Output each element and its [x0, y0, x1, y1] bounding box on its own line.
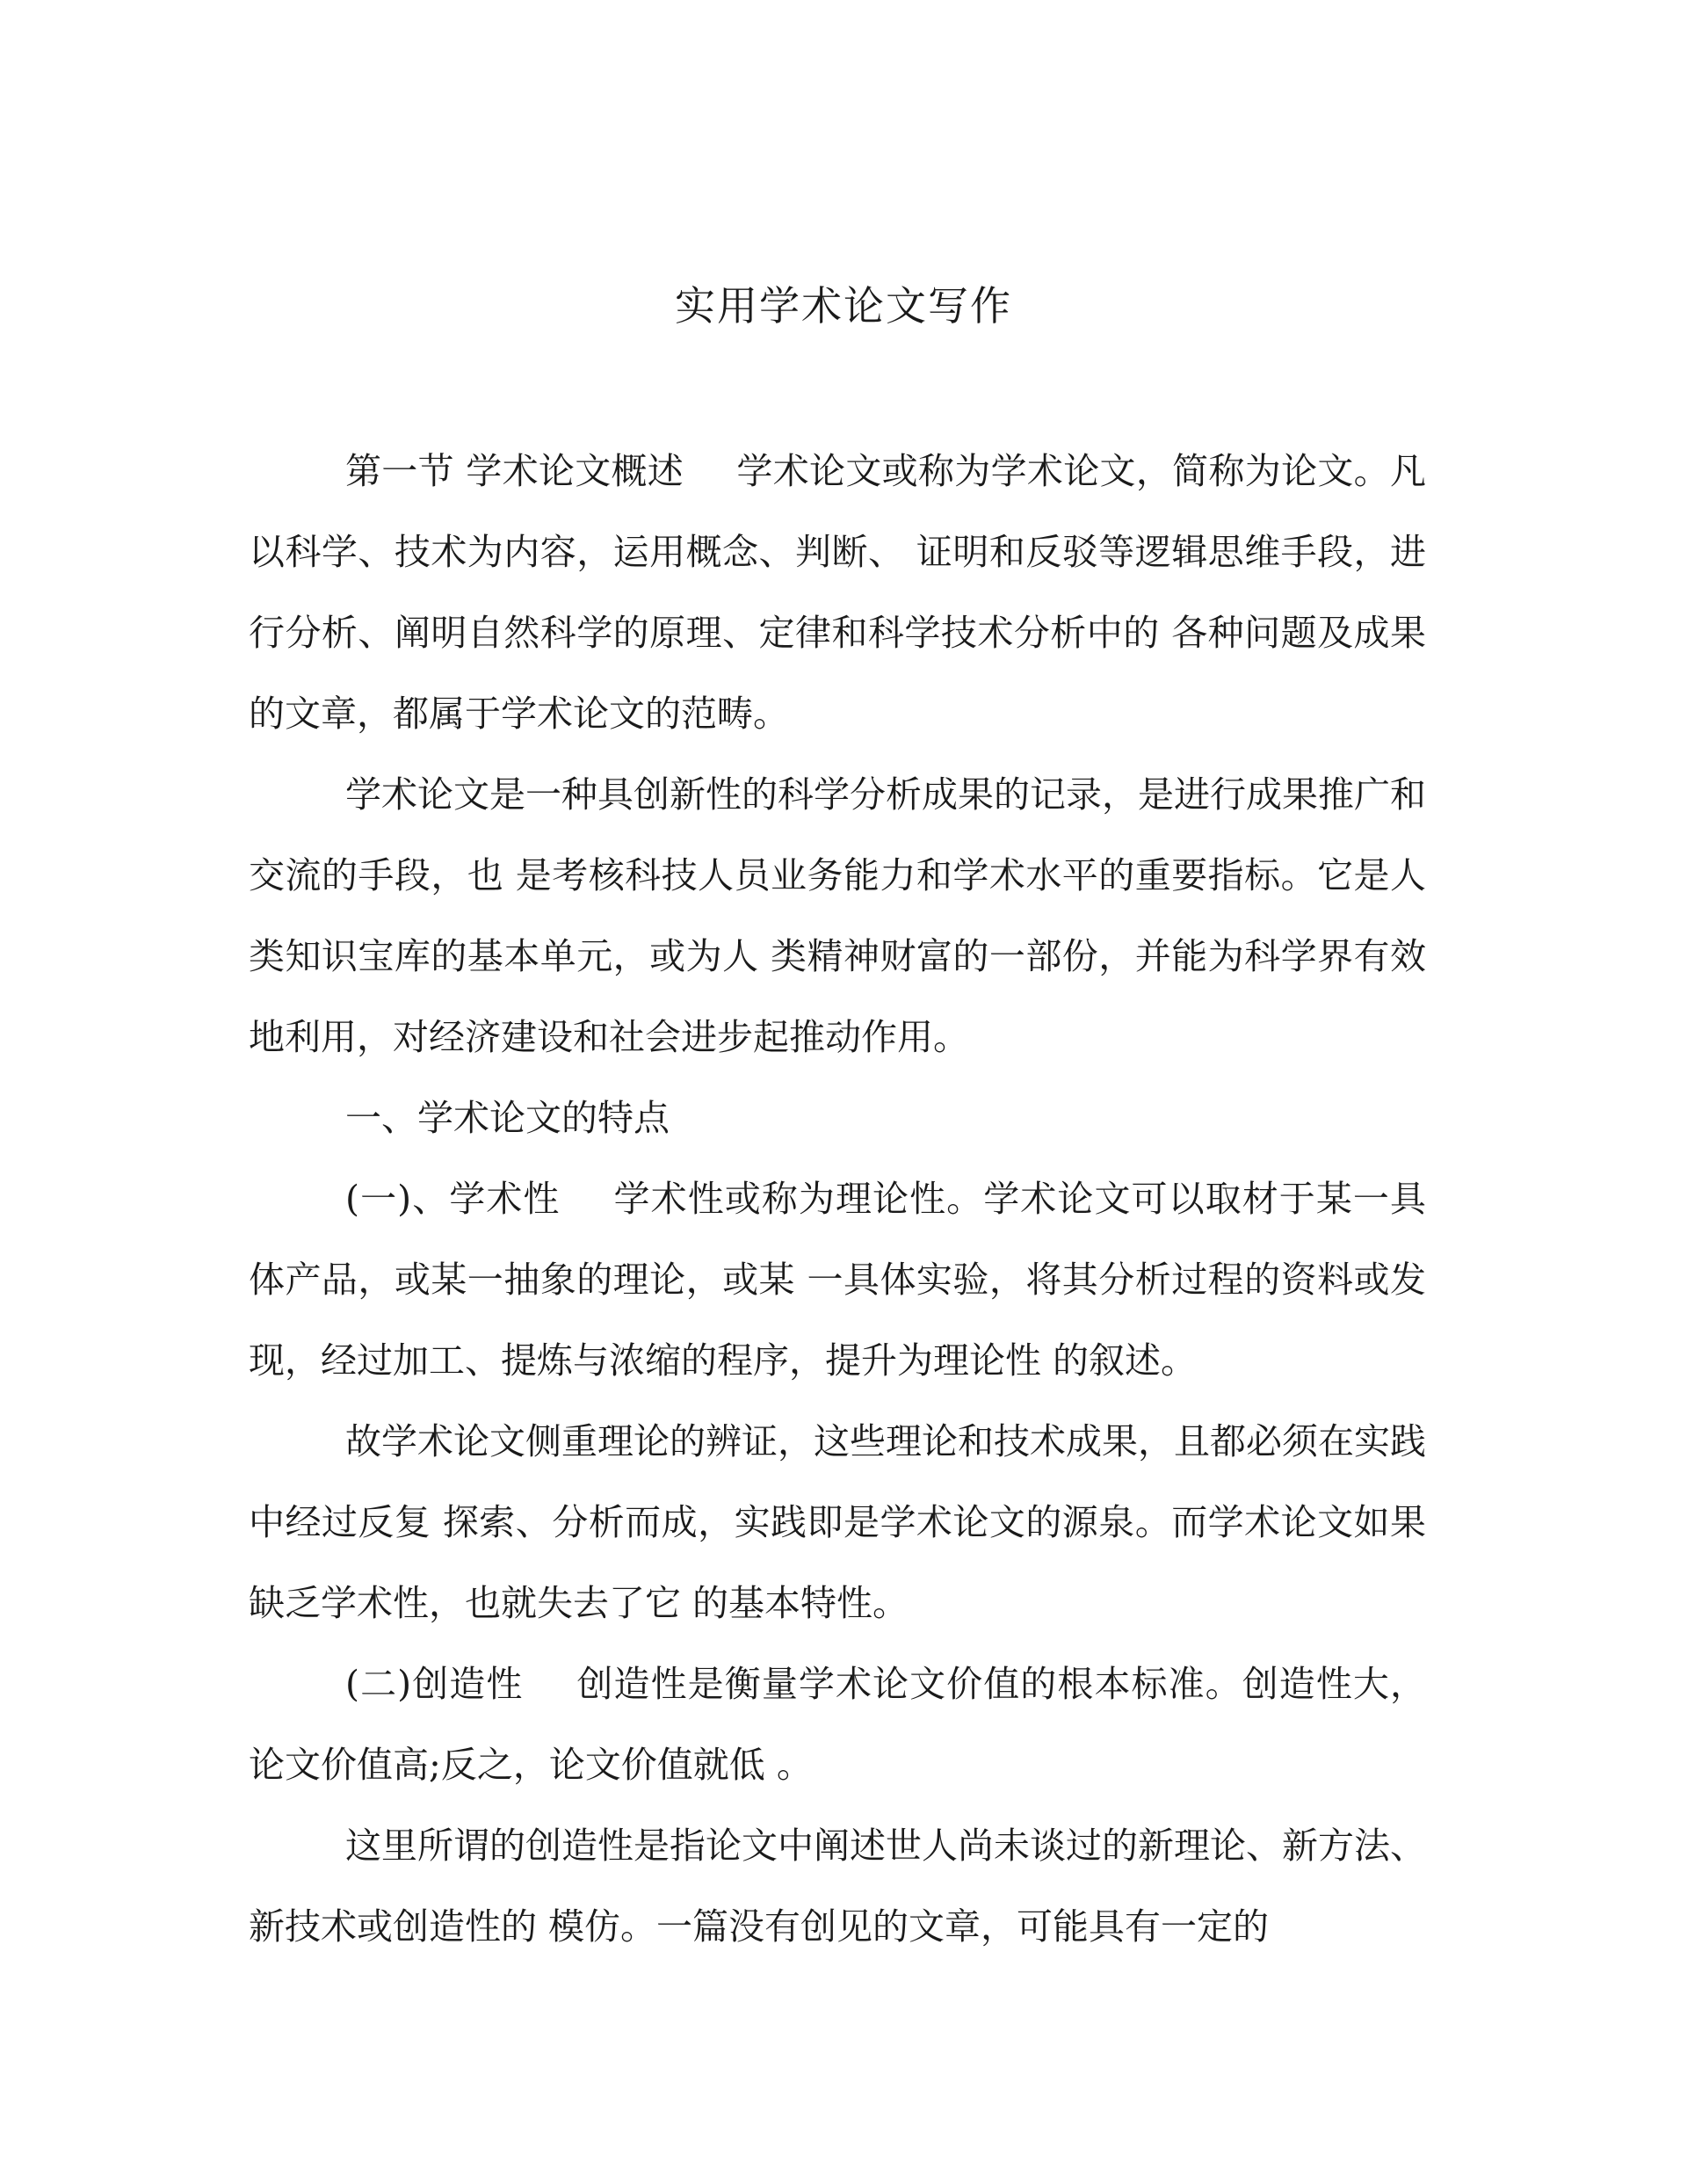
section-heading-lead: 第一节 学术论文概述: [345, 450, 684, 492]
subsection-heading-text: 一、学术论文的特点: [345, 1097, 670, 1139]
paragraph-1: [249, 431, 1426, 754]
paragraph-3: [249, 1158, 1426, 1401]
paragraph-text: 故学术论文侧重理论的辨证，这些理论和技术成果，且都必须在实践中经过反复 探索、分析而成，实践即是学术论文的源泉。而学术论文如果缺乏学术性，也就失去了它 的基本特性。: [249, 1420, 1426, 1624]
paragraph-text: 学术论文是一种具创新性的科学分析成果的记录，是进行成果推广和交流的手段，也 是考核科技人员业务能力和学术水平的重要指标。它是人类知识宝库的基本单元，或为人 类精神财富的一部份，并能为科学界有效地利用，对经济建设和社会进步起推动作用。: [249, 773, 1426, 1058]
paragraph-2: [249, 754, 1426, 1077]
paragraph-text: 这里所谓的创造性是指论文中阐述世人尚未谈过的新理论、新方法、新技术或创造性的 模仿。一篇没有创见的文章，可能具有一定的: [249, 1825, 1426, 1948]
subsection-heading: [249, 1077, 1426, 1158]
paragraph-6: [249, 1805, 1426, 1967]
document-title: 实用学术论文写作: [675, 282, 1012, 330]
paragraph-text: 创造性是衡量学术论文价值的根本标准。创造性大，论文价值高;反之，论文价值就低 。: [249, 1663, 1426, 1786]
paragraph-4: [249, 1401, 1426, 1643]
item-heading-lead: (一)、学术性: [345, 1178, 561, 1220]
item-heading-lead: (二)创造性: [345, 1663, 524, 1705]
paragraph-text: 学术论文或称为学术论文，简称为论文。凡以科学、技术为内容，运用概念、判断、 证明和反驳等逻辑思维手段，进行分析、阐明自然科学的原理、定律和科学技术分析中的 各种问题及成果的文章，都属于学术论文的范畴。: [249, 450, 1426, 735]
paragraph-text: 学术性或称为理论性。学术论文可以取材于某一具体产品，或某一抽象的理论，或某 一具体实验，将其分析过程的资料或发现，经过加工、提炼与浓缩的程序，提升为理论性 的叙述。: [249, 1178, 1426, 1382]
paragraph-5: [249, 1643, 1426, 1805]
document-body: [249, 431, 1426, 1967]
